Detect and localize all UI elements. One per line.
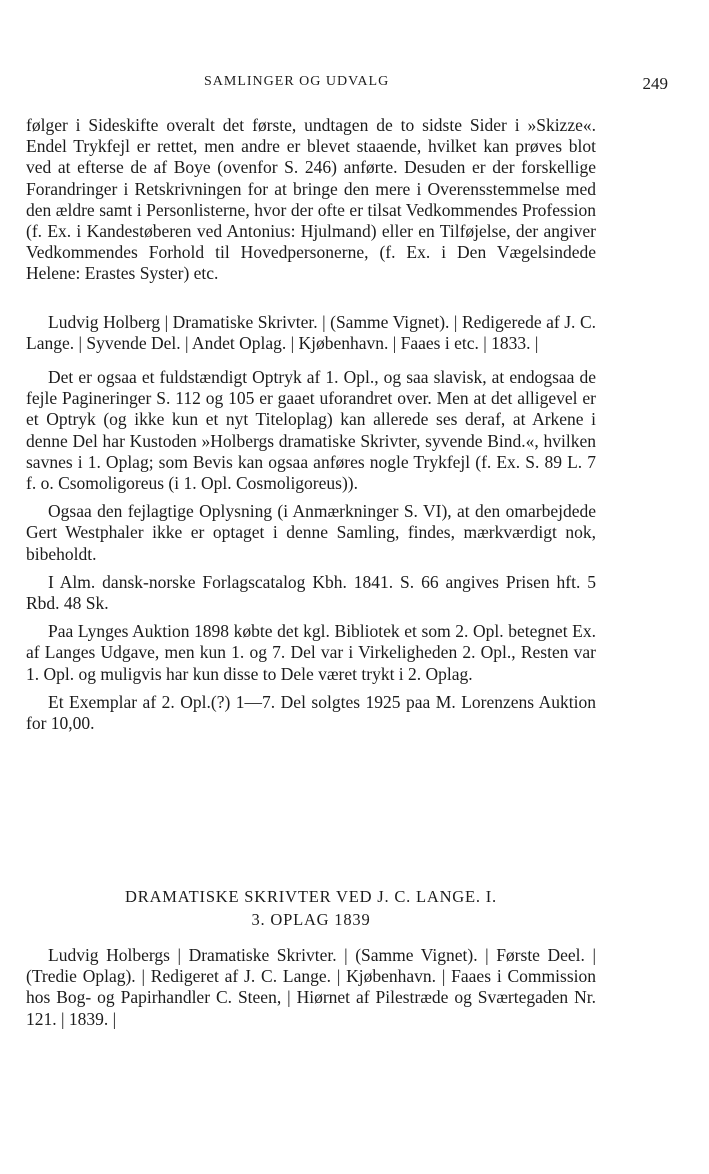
paragraph-continuation: følger i Sideskifte overalt det første, undtagen de to sidste Sider i »Skizze«. Endel Trykfejl er rettet, men andre er blevet staaende, hvilket kan prøves blot ved at efterse de af Boye (ovenfor S. 246) anførte. Desuden er der forskellige Forandringer i Retskrivningen for at bringe den mere i Overensstemmelse med den ældre samt i Personlisterne, hvor der ofte er tilsat Vedkommendes Profession (f. Ex. i Kandestøberen ved Antonius: Hjulmand) eller en Tilføjelse, der angiver Vedkommendes Forhold til Hovedpersonerne, (f. Ex. i Den Vægelsindede Helene: Erastes Syster) etc. [26,115,596,284]
title-transcription: Ludvig Holberg | Dramatiske Skrivter. | (Samme Vignet). | Redigerede af J. C. Lange. | Syvende Del. | Andet Oplag. | Kjøbenhavn. | Faaes i etc. | 1833. | [26,311,596,353]
paragraph: I Alm. dansk-norske Forlagscatalog Kbh. 1841. S. 66 angives Prisen hft. 5 Rbd. 48 Sk. [26,571,596,614]
section [26,885,596,1030]
section-title-line1: DRAMATISKE SKRIVTER VED J. C. LANGE. I. [125,887,497,906]
main-text [26,115,596,734]
running-title: SAMLINGER OG UDVALG [204,74,390,89]
paragraph: Paa Lynges Auktion 1898 købte det kgl. Bibliotek et som 2. Opl. betegnet Ex. af Langes Udgave, men kun 1. og 7. Del var i Virkeligheden 2. Opl., Resten var 1. Opl. og muligvis har kun disse to Dele været trykt i 2. Oplag. [26,621,596,684]
paragraph: Ogsaa den fejlagtige Oplysning (i Anmærkninger S. VI), at den omarbejdede Gert Westphaler ikke er optaget i denne Samling, findes, mærkværdigt nok, bibeholdt. [26,501,596,564]
paragraph: Det er ogsaa et fuldstændigt Optryk af 1. Opl., og saa slavisk, at endogsaa de fejle Pagineringer S. 112 og 105 er gaaet uforandret over. Men at det alligevel er et Optryk (og ikke kun et nyt Titeloplag) kan allerede ses deraf, at Arkene i denne Del har Kustoden »Holbergs dramatiske Skrivter, syvende Bind.«, hvilken savnes i 1. Oplag; som Bevis kan ogsaa anføres nogle Trykfejl (f. Ex. S. 89 L. 7 f. o. Csomoligoreus (i 1. Opl. Cosmoligoreus)). [26,367,596,494]
page-number: 249 [642,74,668,93]
title-transcription: Ludvig Holbergs | Dramatiske Skrivter. | (Samme Vignet). | Første Deel. | (Tredie Oplag). | Redigeret af J. C. Lange. | Kjøbenhavn. | Faaes i Commission hos Bog- og Papirhandler C. Steen, | Hiørnet af Pilestræde og Sværtegaden Nr. 121. | 1839. | [26,945,596,1029]
page-header [26,74,668,96]
paragraph: Et Exemplar af 2. Opl.(?) 1—7. Del solgtes 1925 paa M. Lorenzens Auktion for 10,00. [26,691,596,734]
section-title-line2: 3. OPLAG 1839 [251,910,371,929]
